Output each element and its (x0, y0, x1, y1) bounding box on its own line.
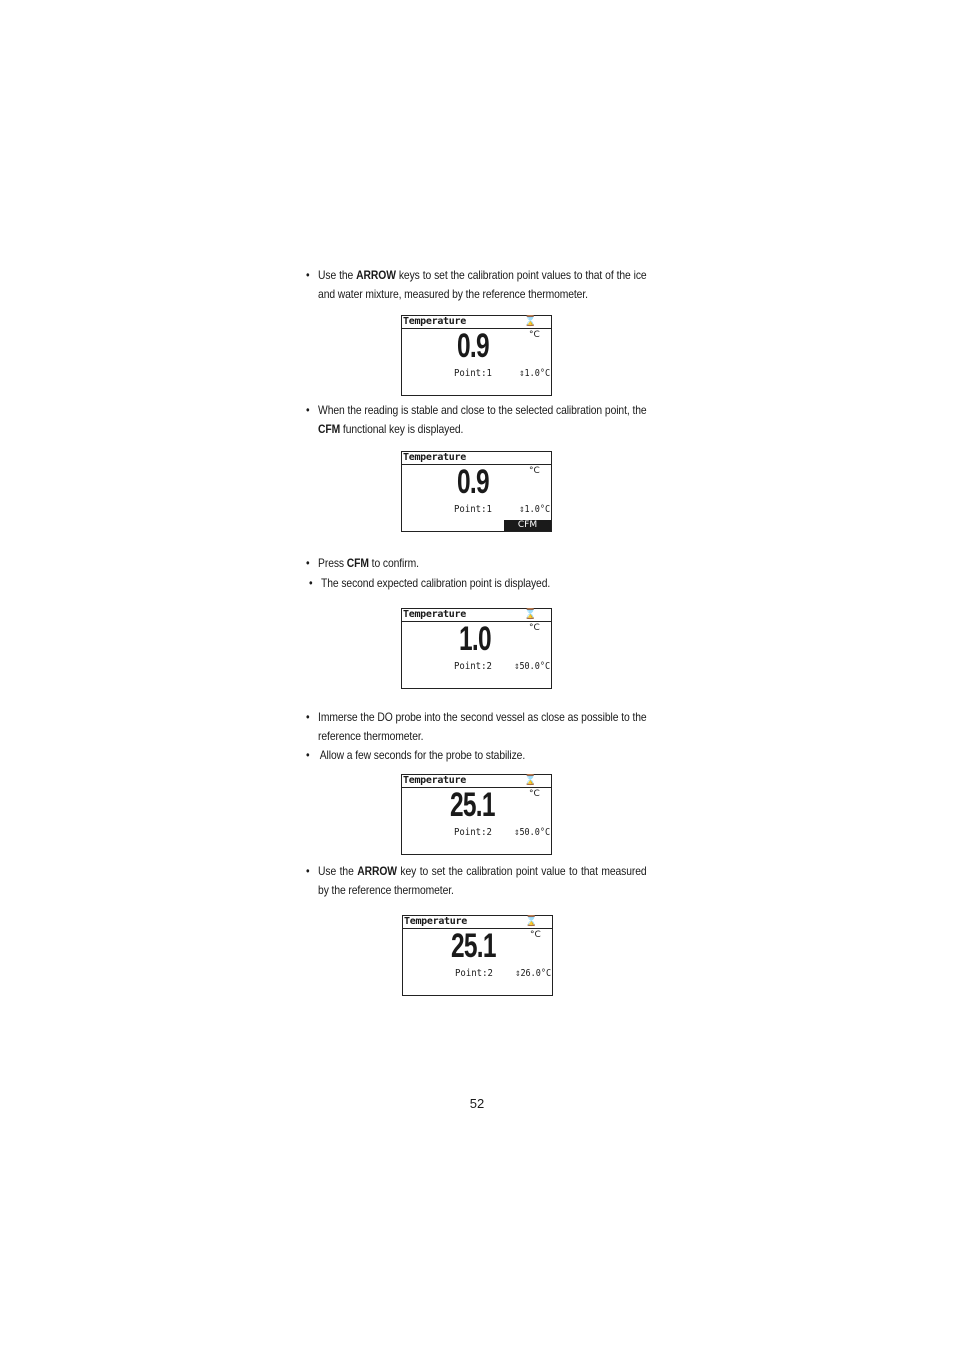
lcd-title: Temperature (403, 775, 466, 786)
instruction-5 (306, 708, 647, 746)
lcd-reading: 25.1 (451, 927, 496, 965)
lcd-point: Point:2 (454, 661, 492, 672)
bullet-dot: • (306, 268, 310, 282)
instruction-7 (306, 862, 647, 900)
hourglass-icon: ⌛ (524, 609, 537, 620)
lcd-point: Point:2 (455, 968, 493, 979)
lcd-title: Temperature (403, 316, 466, 327)
bullet-dot: • (306, 403, 310, 417)
lcd-unit: °C (529, 330, 540, 340)
lcd-reading: 0.9 (457, 327, 489, 365)
instruction-text: Allow a few seconds for the probe to stabilize. (319, 748, 526, 762)
page-number: 52 (469, 1096, 485, 1111)
lcd-unit: °C (530, 930, 541, 940)
lcd-title: Temperature (403, 609, 466, 620)
lcd-reading: 25.1 (450, 786, 495, 824)
lcd-reading: 0.9 (457, 463, 489, 501)
instruction-text: Use the ARROW keys to set the calibration point values to that of the ice and water mixture, measured by the reference thermometer. (318, 268, 647, 301)
instruction-text: Immerse the DO probe into the second vessel as close as possible to the reference thermometer. (318, 710, 647, 743)
hourglass-icon: ⌛ (525, 916, 538, 927)
bullet-dot: • (306, 710, 310, 724)
lcd-title: Temperature (403, 452, 466, 463)
lcd-point: Point:1 (454, 368, 492, 379)
lcd-range: ⇕1.0°C (519, 368, 550, 379)
lcd-title: Temperature (404, 916, 467, 927)
lcd-point: Point:2 (454, 827, 492, 838)
instruction-text: The second expected calibration point is displayed. (321, 576, 551, 590)
lcd-range: ⇕50.0°C (514, 661, 550, 672)
hourglass-icon: ⌛ (524, 775, 537, 786)
instruction-2 (306, 401, 647, 439)
lcd-screen-4 (401, 774, 552, 855)
hourglass-icon: ⌛ (524, 316, 537, 327)
bullet-dot: • (306, 864, 310, 878)
key-name: ARROW (357, 864, 397, 878)
cfm-key: CFM (504, 520, 551, 531)
lcd-unit: °C (529, 623, 540, 633)
lcd-range: ⇕50.0°C (514, 827, 550, 838)
lcd-unit: °C (529, 789, 540, 799)
bullet-dot: • (306, 556, 310, 570)
lcd-reading: 1.0 (459, 620, 491, 658)
key-name: ARROW (356, 268, 396, 282)
instruction-1 (306, 266, 647, 304)
instruction-text: Use the ARROW key to set the calibration point value to that measured by the reference thermometer. (318, 864, 647, 897)
bullet-dot: • (309, 576, 313, 590)
lcd-screen-3 (401, 608, 552, 689)
instruction-3 (306, 554, 600, 573)
lcd-screen-5 (402, 915, 553, 996)
instruction-text: When the reading is stable and close to the selected calibration point, the CFM functional key is displayed. (318, 403, 647, 436)
lcd-screen-1 (401, 315, 552, 396)
key-name: CFM (318, 422, 341, 436)
lcd-unit: °C (529, 466, 540, 476)
bullet-dot: • (306, 748, 310, 762)
lcd-range: ⇕26.0°C (515, 968, 551, 979)
key-name: CFM (346, 556, 369, 570)
instruction-4 (309, 574, 603, 593)
instruction-6 (306, 746, 600, 765)
lcd-screen-2 (401, 451, 552, 532)
lcd-range: ⇕1.0°C (519, 504, 550, 515)
lcd-point: Point:1 (454, 504, 492, 515)
instruction-text: Press CFM to confirm. (318, 556, 419, 570)
